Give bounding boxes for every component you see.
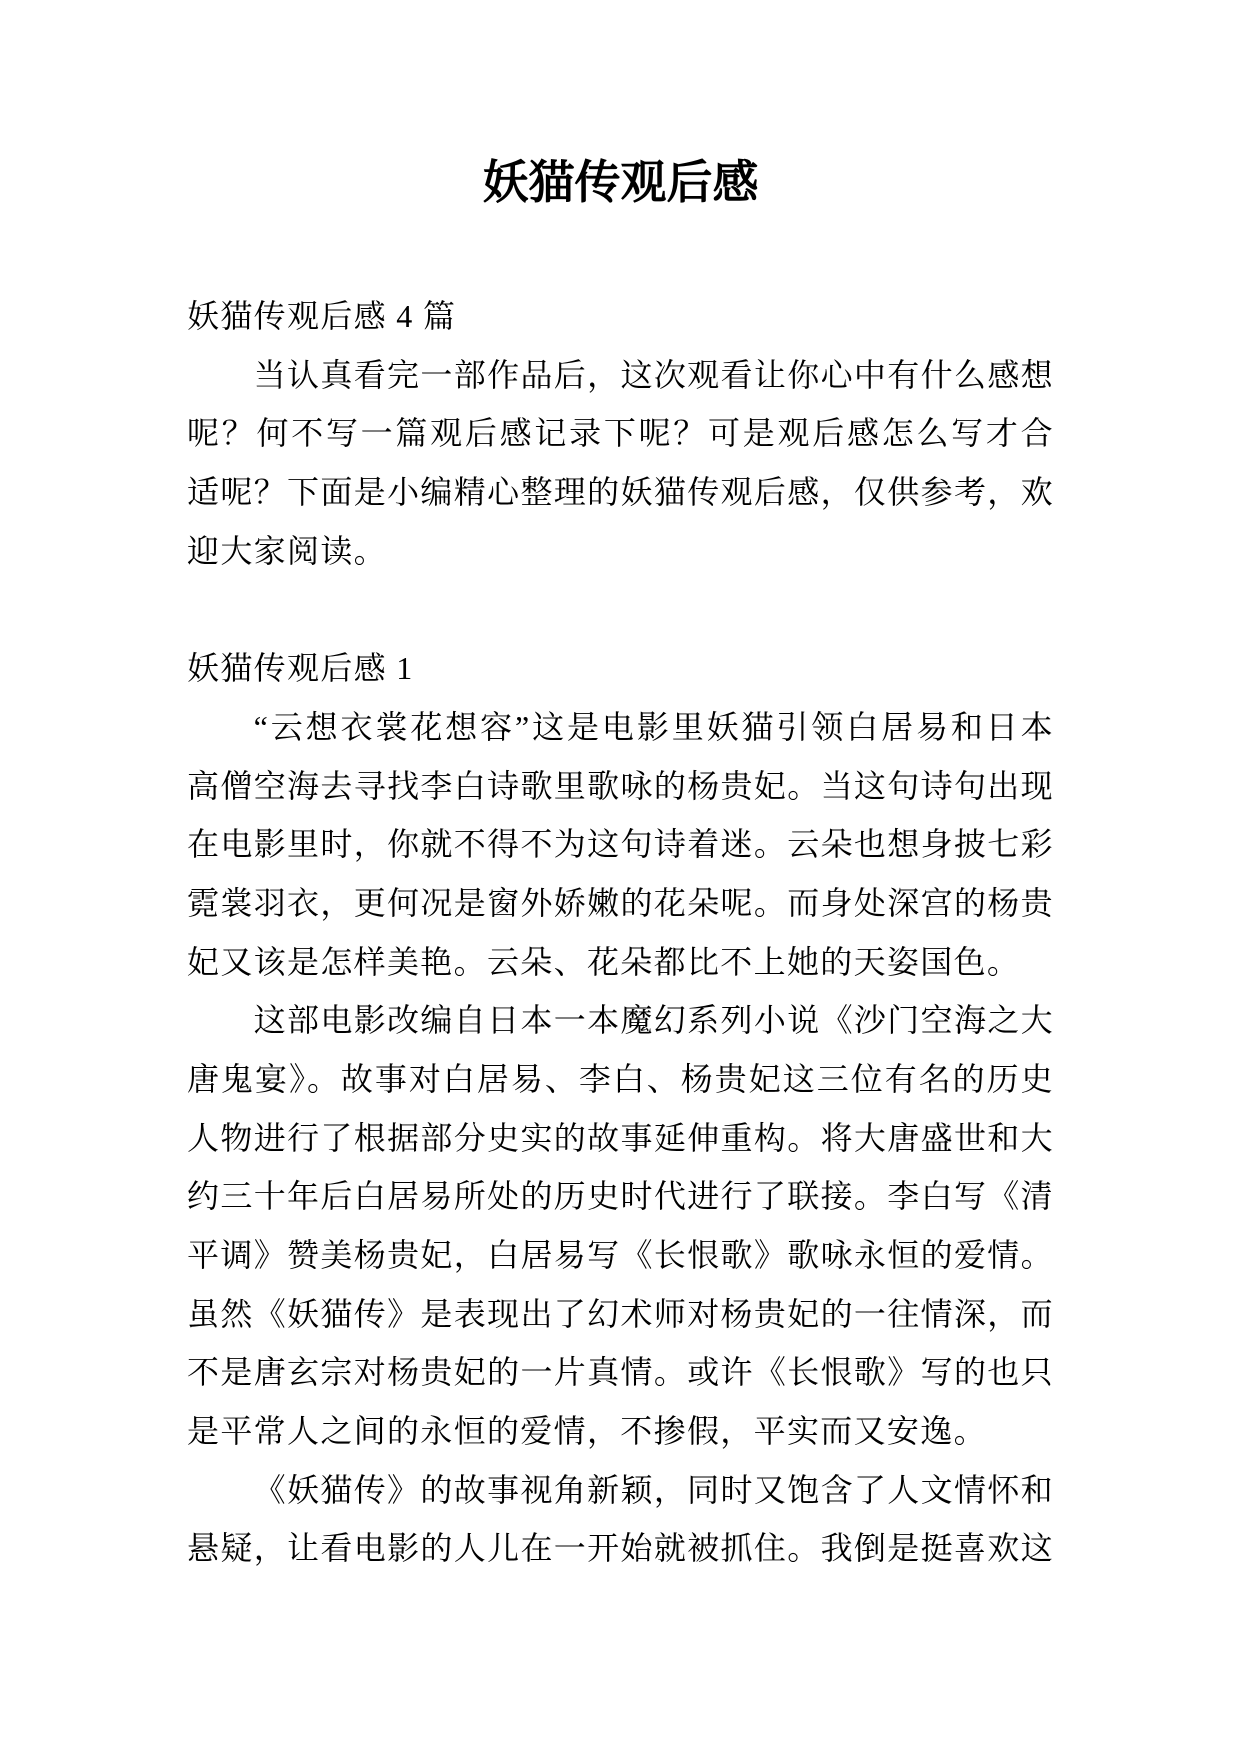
text-line: “云想衣裳花想容”这是电影里妖猫引领白居易和日本 bbox=[253, 708, 1054, 745]
text-line: 当认真看完一部作品后，这次观看让你心中有什么感想 bbox=[253, 356, 1054, 393]
text-line: 人物进行了根据部分史实的故事延伸重构。将大唐盛世和大 bbox=[187, 1119, 1054, 1156]
text-line: 悬疑，让看电影的人儿在一开始就被抓住。我倒是挺喜欢这 bbox=[187, 1530, 1054, 1567]
text-line: 呢？何不写一篇观后感记录下呢？可是观后感怎么写才合 bbox=[187, 415, 1054, 452]
text-line: 适呢？下面是小编精心整理的妖猫传观后感，仅供参考，欢 bbox=[187, 474, 1054, 511]
document-title: 妖猫传观后感 bbox=[482, 157, 759, 208]
text-line: 《妖猫传》的故事视角新颖，同时又饱含了人文情怀和 bbox=[253, 1471, 1054, 1508]
document-body bbox=[187, 287, 1054, 1578]
text-line: 迎大家阅读。 bbox=[187, 532, 387, 569]
text-line: 平调》赞美杨贵妃，白居易写《长恨歌》歌咏永恒的爱情。 bbox=[187, 1237, 1054, 1273]
text-line: 高僧空海去寻找李白诗歌里歌咏的杨贵妃。当这句诗句出现 bbox=[187, 767, 1054, 804]
intro-paragraph bbox=[187, 346, 1054, 581]
text-line: 霓裳羽衣，更何况是窗外娇嫩的花朵呢。而身处深宫的杨贵 bbox=[187, 884, 1054, 921]
text-line: 这部电影改编自日本一本魔幻系列小说《沙门空海之大 bbox=[253, 1002, 1054, 1039]
text-line: 妃又该是怎样美艳。云朵、花朵都比不上她的天姿国色。 bbox=[187, 943, 1021, 980]
text-line: 不是唐玄宗对杨贵妃的一片真情。或许《长恨歌》写的也只 bbox=[187, 1354, 1054, 1391]
blank-line bbox=[187, 580, 1054, 639]
text-line: 在电影里时，你就不得不为这句诗着迷。云朵也想身披七彩 bbox=[187, 826, 1054, 863]
text-line: 虽然《妖猫传》是表现出了幻术师对杨贵妃的一往情深，而 bbox=[187, 1295, 1054, 1332]
text-line: 是平常人之间的永恒的爱情，不掺假，平实而又安逸。 bbox=[187, 1413, 987, 1450]
paragraph bbox=[187, 698, 1054, 991]
section-heading: 妖猫传观后感 1 bbox=[187, 650, 414, 687]
text-line: 唐鬼宴》。故事对白居易、李白、杨贵妃这三位有名的历史 bbox=[187, 1060, 1054, 1097]
text-line: 约三十年后白居易所处的历史时代进行了联接。李白写《清 bbox=[187, 1178, 1054, 1215]
document-subtitle: 妖猫传观后感 4 篇 bbox=[187, 298, 457, 334]
paragraph bbox=[187, 991, 1054, 1461]
paragraph bbox=[187, 1461, 1054, 1578]
